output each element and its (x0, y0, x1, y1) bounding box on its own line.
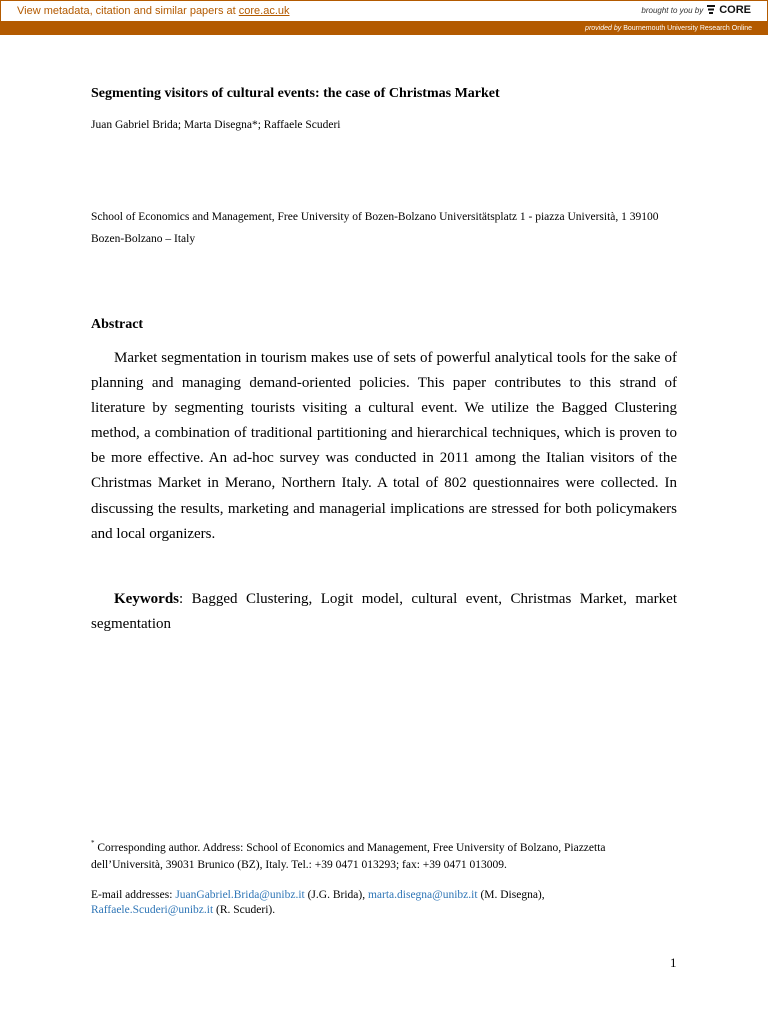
core-logo-text: CORE (719, 4, 751, 16)
page-number: 1 (670, 955, 677, 970)
abstract-heading: Abstract (91, 317, 144, 332)
brought-by-text: brought to you by (641, 5, 704, 15)
provider-strip: provided by Bournemouth University Research Online (0, 22, 768, 35)
email-link-scuderi[interactable]: Raffaele.Scuderi@unibz.it (91, 904, 214, 916)
footnote-text: Corresponding author. Address: School of Economics and Management, Free University of Bolzano, Piazzetta dell’Università, 39031 Brunico (BZ), Italy. Tel.: +39 0471 013293; fax: +39 0471 013009. (91, 842, 606, 871)
keywords (91, 587, 677, 637)
footnote-mark: * (91, 839, 95, 847)
affiliation: School of Economics and Management, Free University of Bozen-Bolzano Universitätsplatz 1 - piazza Università, 1 39100 Bozen-Bolzano – Italy (91, 211, 659, 245)
email-link-disegna[interactable]: marta.disegna@unibz.it (367, 889, 478, 901)
core-banner (0, 0, 768, 22)
email-addresses: E-mail addresses: JuanGabriel.Brida@unibz.it (J.G. Brida), marta.disegna@unibz.it (M. Disegna), Raffaele.Scuderi@unibz.it (R. Scuderi). (91, 889, 545, 916)
core-logo-icon (706, 4, 716, 16)
abstract-text: Market segmentation in tourism makes use of sets of powerful analytical tools for the sake of planning and managing demand-oriented policies. This paper contributes to this strand of literature by segmenting tourists visiting a cultural event. We utilize the Bagged Clustering method, a combination of traditional partitioning and hierarchical techniques, which is proven to be more effective. An ad-hoc survey was conducted in 2011 among the Italian visitors of the Christmas Market in Merano, Northern Italy. A total of 802 questionnaires were collected. In discussing the results, marketing and managerial implications are stressed for both policymakers and local organizers. (91, 350, 677, 542)
core-brand[interactable] (641, 4, 751, 16)
core-link[interactable]: core.ac.uk (238, 5, 290, 17)
keywords-label: Keywords (114, 591, 179, 607)
keywords-list: : Bagged Clustering, Logit model, cultural event, Christmas Market, market segmentation (91, 591, 677, 632)
provider-name: Bournemouth University Research Online (623, 25, 752, 32)
footnote (91, 840, 677, 874)
paper-authors: Juan Gabriel Brida; Marta Disegna*; Raffaele Scuderi (91, 119, 341, 131)
paper-title: Segmenting visitors of cultural events: the case of Christmas Market (91, 86, 500, 101)
core-metadata-text: View metadata, citation and similar papers at core.ac.uk (17, 5, 290, 17)
email-link-brida[interactable]: JuanGabriel.Brida@unibz.it (175, 889, 305, 901)
